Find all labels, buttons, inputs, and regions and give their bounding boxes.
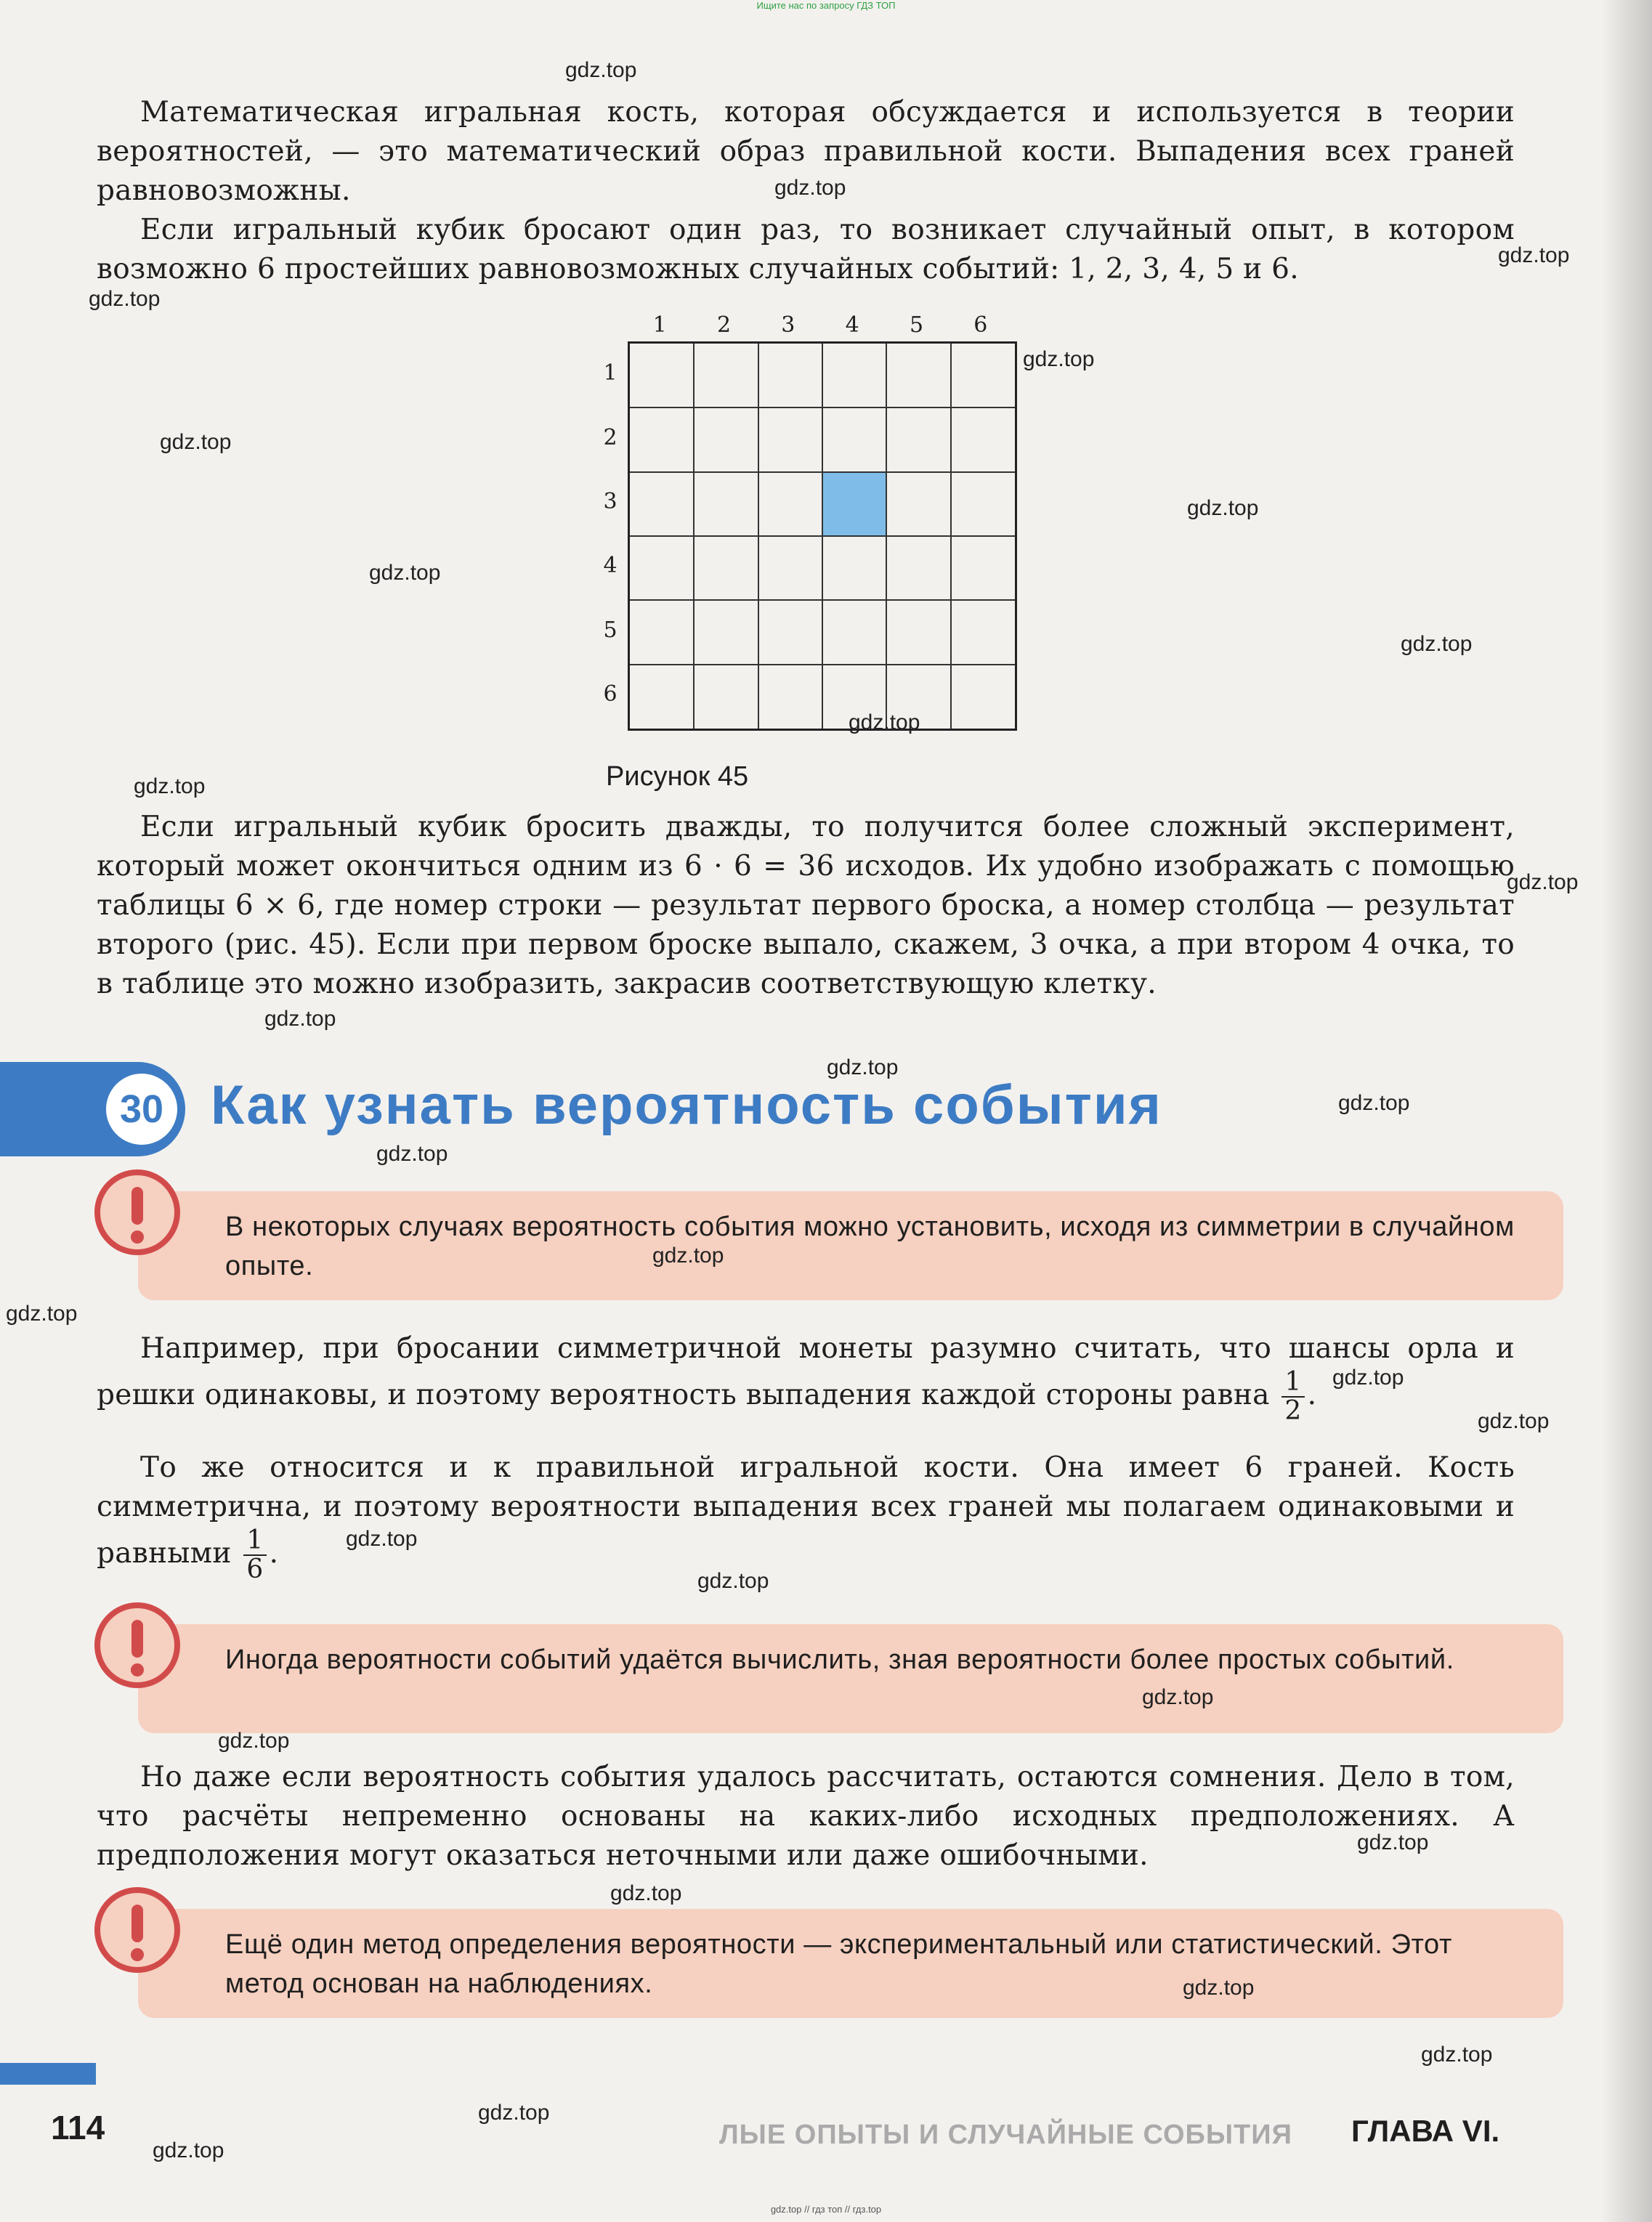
- exclamation-icon: [94, 1602, 180, 1688]
- watermark: gdz.top: [369, 561, 441, 585]
- row-label: 5: [603, 617, 618, 643]
- callout-2: [138, 1624, 1563, 1733]
- watermark: gdz.top: [1401, 632, 1473, 656]
- page-edge-shadow: [1601, 0, 1652, 2222]
- watermark: gdz.top: [1357, 1830, 1429, 1854]
- paragraph-1: Математическая игральная кость, которая обсуждается и используется в теории вероятностей, — это математический образ правильной кости. Выпадения всех граней равновозможны.: [97, 96, 1515, 207]
- paragraph-5: То же относится и к правильной игральной кости. Она имеет 6 граней. Кость симметрична, и поэтому вероятности выпадения всех граней мы полагаем одинаковыми и равными $\frac{1}{6}$ .: [97, 1451, 1515, 1584]
- paragraph-2: Если игральный кубик бросают один раз, то возникает случайный опыт, в котором возможно 6 простейших равновозможных случайных событий: 1, 2, 3, 4, 5 и 6.: [97, 214, 1515, 285]
- column-label: 4: [845, 312, 859, 338]
- section-number: 30: [102, 1069, 182, 1149]
- watermark: gdz.top: [1478, 1409, 1550, 1433]
- paragraph-6: Но даже если вероятность события удалось рассчитать, остаются сомнения. Дело в том, что расчёты непременно основаны на каких-либо исходных предположениях. А предположения могут оказаться неточными или даже ошибочными.: [97, 1761, 1515, 1872]
- page-number-bar: [0, 2063, 96, 2085]
- watermark: gdz.top: [1507, 870, 1579, 894]
- bottom-banner: gdz.top // гдз топ // гдз.top: [770, 2204, 882, 2215]
- row-label: 2: [603, 424, 618, 450]
- watermark: gdz.top: [134, 774, 206, 798]
- column-label: 5: [909, 312, 924, 338]
- watermark: gdz.top: [89, 287, 161, 311]
- callout-3-text: Ещё один метод определения вероятности — экспериментальный или статистический. Этот метод основан на наблюдениях.: [225, 1929, 1452, 1999]
- watermark: gdz.top: [565, 58, 637, 82]
- figure-caption: Рисунок 45: [606, 761, 749, 792]
- callout-1: [138, 1191, 1563, 1300]
- section-title: Как узнать вероятность события: [211, 1074, 1162, 1136]
- watermark: gdz.top: [346, 1527, 418, 1551]
- grid-line: [630, 535, 1015, 537]
- watermark: gdz.top: [652, 1244, 724, 1268]
- watermark: gdz.top: [610, 1881, 682, 1905]
- paragraph-3: Если игральный кубик бросить дважды, то получится более сложный эксперимент, который может окончиться одним из 6 · 6 = 36 исходов. Их удобно изображать с помощью таблицы 6 × 6, где номер строки — результат первого броска, а номер столбца — результат второго (рис. 45). Если при первом броске выпало, скажем, 3 очка, а при втором 4 очка, то в таблице это можно изобразить, закрасив соответствующую клетку.: [97, 811, 1515, 1000]
- grid-line: [886, 344, 887, 729]
- top-banner: Ищите нас по запросу ГДЗ ТОП: [756, 0, 896, 11]
- outcome-grid: [628, 341, 1017, 731]
- row-label: 1: [603, 360, 618, 386]
- paragraph-4: Например, при бросании симметричной монеты разумно считать, что шансы орла и решки одинаковы, и поэтому вероятность выпадения каждой стороны равна $\frac{1}{2}$ .: [97, 1332, 1515, 1426]
- watermark: gdz.top: [774, 176, 846, 200]
- row-label: 4: [603, 553, 618, 579]
- watermark: gdz.top: [160, 430, 232, 454]
- watermark: gdz.top: [376, 1142, 448, 1166]
- watermark: gdz.top: [218, 1729, 290, 1753]
- watermark: gdz.top: [1332, 1366, 1404, 1390]
- callout-2-text: Иногда вероятности событий удаётся вычислить, зная вероятности более простых событий.: [225, 1645, 1454, 1675]
- page-number: 114: [51, 2109, 105, 2146]
- watermark: gdz.top: [264, 1007, 336, 1031]
- grid-line: [950, 344, 952, 729]
- watermark: gdz.top: [1338, 1091, 1410, 1115]
- highlighted-cell: [822, 472, 886, 536]
- chapter-label: ГЛАВА VI.: [1351, 2114, 1500, 2148]
- watermark: gdz.top: [697, 1569, 769, 1593]
- watermark: gdz.top: [1183, 1976, 1255, 2000]
- watermark: gdz.top: [1421, 2043, 1493, 2067]
- watermark: gdz.top: [153, 2138, 224, 2162]
- grid-line: [630, 664, 1015, 665]
- column-label: 6: [973, 312, 988, 338]
- row-label: 6: [603, 681, 618, 707]
- watermark: gdz.top: [1498, 243, 1570, 267]
- column-label: 1: [652, 312, 667, 338]
- running-head: ЛЫЕ ОПЫТЫ И СЛУЧАЙНЫЕ СОБЫТИЯ: [719, 2120, 1292, 2150]
- column-label: 2: [716, 312, 732, 338]
- watermark: gdz.top: [827, 1055, 899, 1079]
- column-label: 3: [781, 312, 795, 338]
- watermark: gdz.top: [849, 710, 920, 734]
- watermark: gdz.top: [1142, 1685, 1214, 1709]
- grid-line: [630, 599, 1015, 601]
- watermark: gdz.top: [1187, 496, 1259, 520]
- watermark: gdz.top: [6, 1302, 78, 1326]
- callout-3: [138, 1909, 1563, 2018]
- fraction-one-half: $\frac{1}{2}$: [1281, 1369, 1304, 1425]
- exclamation-icon: [94, 1169, 180, 1255]
- exclamation-icon: [94, 1887, 180, 1973]
- row-label: 3: [603, 488, 618, 514]
- callout-1-text: В некоторых случаях вероятность события можно установить, исходя из симметрии в случайном опыте.: [225, 1212, 1515, 1281]
- watermark: gdz.top: [1023, 347, 1095, 371]
- fraction-one-sixth: $\frac{1}{6}$: [243, 1527, 266, 1584]
- watermark: gdz.top: [478, 2101, 550, 2125]
